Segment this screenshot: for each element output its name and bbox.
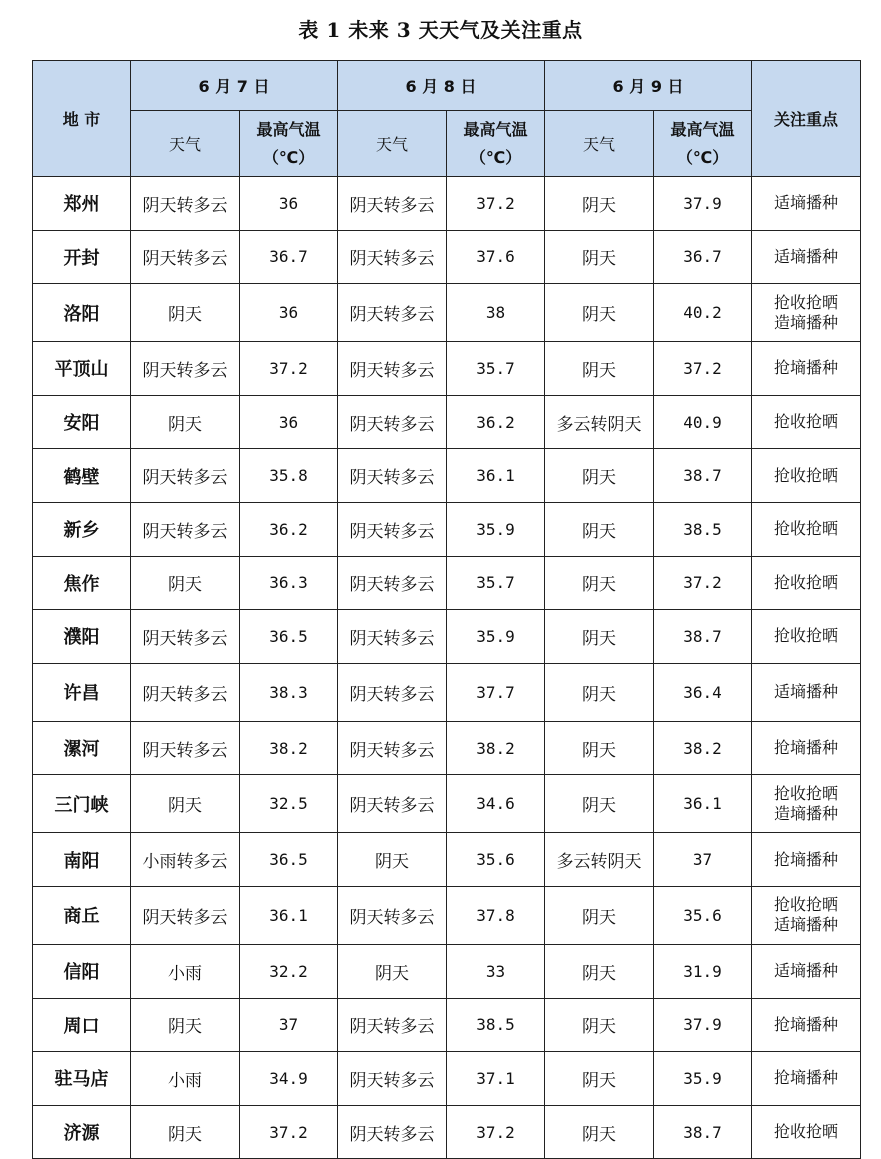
temp-cell-day-2: 35.7 xyxy=(447,556,545,610)
weather-cell-day-1: 阴天转多云 xyxy=(131,502,240,556)
temp-cell-day-2: 37.1 xyxy=(447,1052,545,1106)
table-row xyxy=(33,833,861,887)
focus-cell xyxy=(752,1052,861,1106)
header-weather-3: 天气 xyxy=(545,111,654,177)
temp-cell-day-3: 31.9 xyxy=(654,944,752,998)
temp-cell-day-3: 36.7 xyxy=(654,230,752,284)
focus-cell xyxy=(752,944,861,998)
focus-item: 抢收抢晒 xyxy=(774,895,839,915)
city-cell: 焦作 xyxy=(33,556,131,610)
focus-cell xyxy=(752,449,861,503)
city-cell: 开封 xyxy=(33,230,131,284)
weather-cell-day-3: 多云转阴天 xyxy=(545,395,654,449)
temp-cell-day-2: 38 xyxy=(447,284,545,342)
focus-item: 造墒播种 xyxy=(774,312,839,332)
focus-cell xyxy=(752,775,861,833)
weather-cell-day-1: 阴天 xyxy=(131,1105,240,1159)
temp-cell-day-2: 37.6 xyxy=(447,230,545,284)
temp-cell-day-2: 38.5 xyxy=(447,998,545,1052)
city-cell: 商丘 xyxy=(33,886,131,944)
table-row xyxy=(33,449,861,503)
temp-cell-day-3: 38.5 xyxy=(654,502,752,556)
focus-item: 抢墒播种 xyxy=(774,1068,839,1088)
temp-cell-day-2: 35.9 xyxy=(447,610,545,664)
city-cell: 安阳 xyxy=(33,395,131,449)
weather-cell-day-1: 阴天转多云 xyxy=(131,230,240,284)
header-weather-1: 天气 xyxy=(131,111,240,177)
header-temp-3 xyxy=(654,111,752,177)
weather-cell-day-2: 阴天转多云 xyxy=(338,502,447,556)
temp-cell-day-1: 37 xyxy=(240,998,338,1052)
weather-table xyxy=(32,60,861,1159)
temp-cell-day-2: 35.7 xyxy=(447,342,545,396)
weather-cell-day-2: 阴天转多云 xyxy=(338,775,447,833)
focus-cell xyxy=(752,721,861,775)
focus-cell xyxy=(752,230,861,284)
weather-cell-day-2: 阴天转多云 xyxy=(338,395,447,449)
weather-cell-day-1: 阴天 xyxy=(131,775,240,833)
weather-cell-day-3: 阴天 xyxy=(545,610,654,664)
focus-cell xyxy=(752,1105,861,1159)
weather-cell-day-3: 阴天 xyxy=(545,721,654,775)
table-row xyxy=(33,395,861,449)
weather-cell-day-2: 阴天转多云 xyxy=(338,886,447,944)
weather-cell-day-3: 多云转阴天 xyxy=(545,833,654,887)
table-row xyxy=(33,177,861,231)
temp-cell-day-1: 36.5 xyxy=(240,833,338,887)
header-temp-unit: （℃） xyxy=(262,147,315,167)
temp-cell-day-2: 37.8 xyxy=(447,886,545,944)
city-cell: 信阳 xyxy=(33,944,131,998)
weather-cell-day-3: 阴天 xyxy=(545,775,654,833)
table-row xyxy=(33,556,861,610)
focus-cell xyxy=(752,886,861,944)
focus-cell xyxy=(752,284,861,342)
temp-cell-day-1: 38.3 xyxy=(240,663,338,721)
weather-cell-day-3: 阴天 xyxy=(545,342,654,396)
header-temp-unit: （℃） xyxy=(676,147,729,167)
weather-cell-day-2: 阴天 xyxy=(338,944,447,998)
city-cell: 濮阳 xyxy=(33,610,131,664)
weather-cell-day-3: 阴天 xyxy=(545,998,654,1052)
focus-item: 抢墒播种 xyxy=(774,738,839,758)
header-temp-1 xyxy=(240,111,338,177)
temp-cell-day-1: 37.2 xyxy=(240,342,338,396)
weather-cell-day-3: 阴天 xyxy=(545,556,654,610)
temp-cell-day-1: 32.5 xyxy=(240,775,338,833)
weather-cell-day-1: 阴天转多云 xyxy=(131,610,240,664)
focus-item: 抢收抢晒 xyxy=(774,519,839,539)
focus-item: 适墒播种 xyxy=(774,961,839,981)
temp-cell-day-2: 38.2 xyxy=(447,721,545,775)
weather-cell-day-3: 阴天 xyxy=(545,886,654,944)
table-row xyxy=(33,342,861,396)
temp-cell-day-3: 40.9 xyxy=(654,395,752,449)
temp-cell-day-1: 36.3 xyxy=(240,556,338,610)
temp-cell-day-3: 38.7 xyxy=(654,1105,752,1159)
weather-cell-day-2: 阴天转多云 xyxy=(338,998,447,1052)
weather-cell-day-1: 阴天 xyxy=(131,284,240,342)
focus-cell xyxy=(752,663,861,721)
temp-cell-day-1: 36 xyxy=(240,177,338,231)
header-city: 地 市 xyxy=(33,61,131,177)
temp-cell-day-3: 38.2 xyxy=(654,721,752,775)
focus-cell xyxy=(752,610,861,664)
weather-cell-day-1: 阴天转多云 xyxy=(131,449,240,503)
temp-cell-day-2: 37.2 xyxy=(447,177,545,231)
weather-cell-day-1: 小雨转多云 xyxy=(131,833,240,887)
city-cell: 郑州 xyxy=(33,177,131,231)
table-row xyxy=(33,886,861,944)
focus-item: 抢墒播种 xyxy=(774,849,839,869)
focus-item: 造墒播种 xyxy=(774,803,839,823)
weather-cell-day-3: 阴天 xyxy=(545,230,654,284)
temp-cell-day-1: 37.2 xyxy=(240,1105,338,1159)
city-cell: 新乡 xyxy=(33,502,131,556)
weather-cell-day-2: 阴天转多云 xyxy=(338,1052,447,1106)
weather-cell-day-1: 阴天转多云 xyxy=(131,721,240,775)
temp-cell-day-3: 35.9 xyxy=(654,1052,752,1106)
header-temp-label: 最高气温 xyxy=(670,119,735,139)
city-cell: 洛阳 xyxy=(33,284,131,342)
focus-cell xyxy=(752,177,861,231)
weather-cell-day-3: 阴天 xyxy=(545,944,654,998)
table-row xyxy=(33,944,861,998)
weather-cell-day-1: 阴天转多云 xyxy=(131,663,240,721)
table-row xyxy=(33,721,861,775)
focus-item: 抢收抢晒 xyxy=(774,292,839,312)
header-day-3: 6 月 9 日 xyxy=(545,61,752,111)
table-header xyxy=(33,61,861,177)
temp-cell-day-3: 37.9 xyxy=(654,998,752,1052)
focus-item: 抢墒播种 xyxy=(774,1014,839,1034)
city-cell: 南阳 xyxy=(33,833,131,887)
city-cell: 许昌 xyxy=(33,663,131,721)
weather-cell-day-2: 阴天转多云 xyxy=(338,284,447,342)
focus-cell xyxy=(752,998,861,1052)
temp-cell-day-2: 35.6 xyxy=(447,833,545,887)
focus-cell xyxy=(752,556,861,610)
weather-cell-day-1: 阴天 xyxy=(131,395,240,449)
temp-cell-day-1: 36.7 xyxy=(240,230,338,284)
temp-cell-day-3: 37 xyxy=(654,833,752,887)
temp-cell-day-1: 36.2 xyxy=(240,502,338,556)
weather-cell-day-2: 阴天转多云 xyxy=(338,449,447,503)
city-cell: 鹤壁 xyxy=(33,449,131,503)
temp-cell-day-3: 36.1 xyxy=(654,775,752,833)
focus-cell xyxy=(752,502,861,556)
city-cell: 漯河 xyxy=(33,721,131,775)
weather-cell-day-2: 阴天转多云 xyxy=(338,342,447,396)
weather-cell-day-3: 阴天 xyxy=(545,284,654,342)
table-row xyxy=(33,502,861,556)
temp-cell-day-2: 35.9 xyxy=(447,502,545,556)
table-row xyxy=(33,1052,861,1106)
weather-cell-day-2: 阴天转多云 xyxy=(338,230,447,284)
focus-cell xyxy=(752,342,861,396)
weather-cell-day-2: 阴天转多云 xyxy=(338,1105,447,1159)
city-cell: 平顶山 xyxy=(33,342,131,396)
focus-item: 抢收抢晒 xyxy=(774,626,839,646)
weather-cell-day-3: 阴天 xyxy=(545,449,654,503)
temp-cell-day-1: 36.5 xyxy=(240,610,338,664)
weather-cell-day-2: 阴天转多云 xyxy=(338,610,447,664)
focus-cell xyxy=(752,395,861,449)
focus-item: 抢墒播种 xyxy=(774,358,839,378)
weather-cell-day-2: 阴天转多云 xyxy=(338,556,447,610)
header-temp-unit: （℃） xyxy=(469,147,522,167)
focus-item: 适墒播种 xyxy=(774,682,839,702)
temp-cell-day-3: 37.2 xyxy=(654,342,752,396)
temp-cell-day-1: 38.2 xyxy=(240,721,338,775)
temp-cell-day-3: 36.4 xyxy=(654,663,752,721)
temp-cell-day-2: 37.2 xyxy=(447,1105,545,1159)
weather-cell-day-1: 阴天 xyxy=(131,998,240,1052)
header-day-2: 6 月 8 日 xyxy=(338,61,545,111)
temp-cell-day-2: 36.2 xyxy=(447,395,545,449)
header-day-1: 6 月 7 日 xyxy=(131,61,338,111)
focus-item: 抢收抢晒 xyxy=(774,783,839,803)
weather-cell-day-2: 阴天 xyxy=(338,833,447,887)
temp-cell-day-3: 37.2 xyxy=(654,556,752,610)
weather-cell-day-1: 阴天转多云 xyxy=(131,342,240,396)
weather-cell-day-1: 小雨 xyxy=(131,1052,240,1106)
city-cell: 三门峡 xyxy=(33,775,131,833)
temp-cell-day-1: 36.1 xyxy=(240,886,338,944)
weather-cell-day-2: 阴天转多云 xyxy=(338,663,447,721)
city-cell: 济源 xyxy=(33,1105,131,1159)
temp-cell-day-1: 35.8 xyxy=(240,449,338,503)
city-cell: 周口 xyxy=(33,998,131,1052)
header-temp-label: 最高气温 xyxy=(463,119,528,139)
temp-cell-day-3: 40.2 xyxy=(654,284,752,342)
weather-cell-day-3: 阴天 xyxy=(545,502,654,556)
temp-cell-day-2: 33 xyxy=(447,944,545,998)
weather-cell-day-3: 阴天 xyxy=(545,1052,654,1106)
weather-cell-day-1: 阴天转多云 xyxy=(131,886,240,944)
header-temp-label: 最高气温 xyxy=(256,119,321,139)
table-row xyxy=(33,610,861,664)
temp-cell-day-1: 32.2 xyxy=(240,944,338,998)
temp-cell-day-3: 38.7 xyxy=(654,449,752,503)
focus-item: 适墒播种 xyxy=(774,915,839,935)
header-temp-2 xyxy=(447,111,545,177)
table-row xyxy=(33,230,861,284)
weather-cell-day-2: 阴天转多云 xyxy=(338,721,447,775)
temp-cell-day-2: 37.7 xyxy=(447,663,545,721)
header-focus: 关注重点 xyxy=(752,61,861,177)
table-row xyxy=(33,998,861,1052)
focus-item: 抢收抢晒 xyxy=(774,572,839,592)
table-row xyxy=(33,284,861,342)
focus-item: 抢收抢晒 xyxy=(774,412,839,432)
focus-item: 抢收抢晒 xyxy=(774,465,839,485)
temp-cell-day-1: 36 xyxy=(240,284,338,342)
temp-cell-day-3: 37.9 xyxy=(654,177,752,231)
focus-item: 适墒播种 xyxy=(774,193,839,213)
table-row xyxy=(33,775,861,833)
temp-cell-day-1: 34.9 xyxy=(240,1052,338,1106)
focus-cell xyxy=(752,833,861,887)
table-body xyxy=(33,177,861,1159)
table-row xyxy=(33,663,861,721)
temp-cell-day-2: 34.6 xyxy=(447,775,545,833)
weather-cell-day-1: 阴天 xyxy=(131,556,240,610)
weather-cell-day-1: 小雨 xyxy=(131,944,240,998)
temp-cell-day-3: 38.7 xyxy=(654,610,752,664)
weather-cell-day-3: 阴天 xyxy=(545,663,654,721)
city-cell: 驻马店 xyxy=(33,1052,131,1106)
weather-cell-day-3: 阴天 xyxy=(545,177,654,231)
focus-item: 抢收抢晒 xyxy=(774,1122,839,1142)
weather-cell-day-2: 阴天转多云 xyxy=(338,177,447,231)
temp-cell-day-3: 35.6 xyxy=(654,886,752,944)
temp-cell-day-2: 36.1 xyxy=(447,449,545,503)
focus-item: 适墒播种 xyxy=(774,246,839,266)
table-row xyxy=(33,1105,861,1159)
weather-cell-day-1: 阴天转多云 xyxy=(131,177,240,231)
weather-cell-day-3: 阴天 xyxy=(545,1105,654,1159)
header-weather-2: 天气 xyxy=(338,111,447,177)
table-title: 表 1 未来 3 天天气及关注重点 xyxy=(298,18,583,42)
temp-cell-day-1: 36 xyxy=(240,395,338,449)
